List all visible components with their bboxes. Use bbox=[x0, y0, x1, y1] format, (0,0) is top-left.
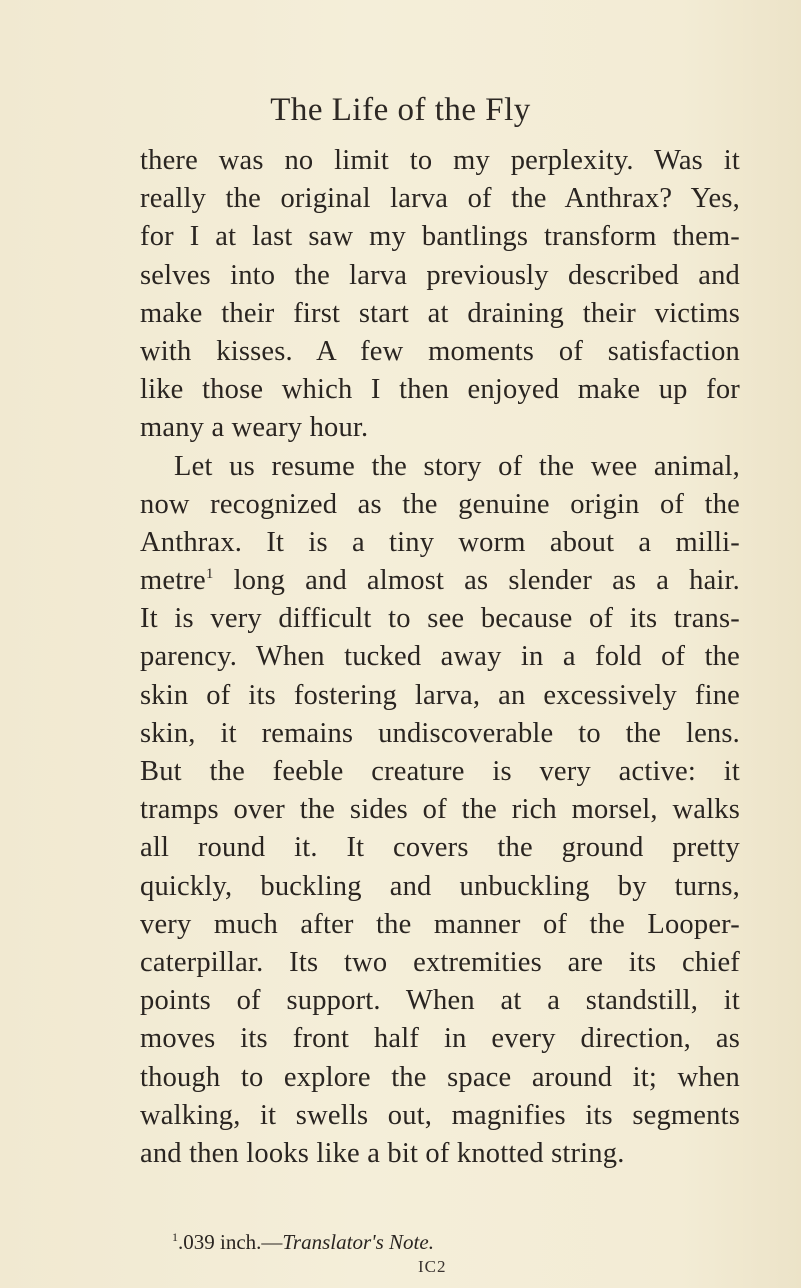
text-line: for I at last saw my bantlings transform them- bbox=[140, 221, 740, 253]
text-line: points of support. When at a standstill, it bbox=[140, 985, 740, 1017]
text-line: It is very difficult to see because of its trans- bbox=[140, 603, 740, 635]
text-line: quickly, buckling and unbuckling by turns, bbox=[140, 870, 740, 902]
footnote-value: .039 inch.— bbox=[178, 1230, 283, 1254]
body-text bbox=[140, 142, 740, 1173]
footnote bbox=[172, 1230, 434, 1254]
paragraph-start-line: Let us resume the story of the wee animal, bbox=[174, 450, 740, 482]
text-line: make their first start at draining their victims bbox=[140, 297, 740, 329]
text-line: walking, it swells out, magnifies its segments bbox=[140, 1099, 740, 1131]
text-line: Anthrax. It is a tiny worm about a milli- bbox=[140, 526, 740, 558]
text-line: very much after the manner of the Looper- bbox=[140, 908, 740, 940]
text-line: there was no limit to my perplexity. Was it bbox=[140, 145, 740, 176]
text-line: moves its front half in every direction, as bbox=[140, 1023, 740, 1055]
footnote-attribution: Translator's Note. bbox=[282, 1230, 434, 1254]
text-line: though to explore the space around it; when bbox=[140, 1061, 740, 1093]
text-line: caterpillar. Its two extremities are its chief bbox=[140, 946, 740, 978]
text-line: skin of its fostering larva, an excessively fine bbox=[140, 679, 740, 711]
text-line: with kisses. A few moments of satisfaction bbox=[140, 335, 740, 367]
text-line: parency. When tucked away in a fold of the bbox=[140, 641, 740, 673]
footnote-marker: 1 bbox=[172, 1230, 178, 1244]
text-line-with-footnote bbox=[140, 562, 740, 600]
text-line: skin, it remains undiscoverable to the lens. bbox=[140, 717, 740, 749]
text-line: many a weary hour. bbox=[140, 412, 369, 444]
footnote-reference: 1 bbox=[205, 566, 214, 583]
text-line: But the feeble creature is very active: it bbox=[140, 756, 740, 787]
line-remainder: long and almost as slender as a hair. bbox=[233, 565, 740, 597]
text-line: tramps over the sides of the rich morsel, walks bbox=[140, 794, 740, 826]
text-line: and then looks like a bit of knotted string. bbox=[140, 1137, 625, 1169]
text-line: all round it. It covers the ground pretty bbox=[140, 832, 740, 864]
text-line: really the original larva of the Anthrax? Yes, bbox=[140, 183, 740, 215]
signature-mark: IC2 bbox=[418, 1257, 447, 1276]
running-title: The Life of the Fly bbox=[270, 92, 531, 128]
text-line: now recognized as the genuine origin of the bbox=[140, 488, 740, 520]
text-line: like those which I then enjoyed make up for bbox=[140, 374, 740, 406]
text-line: selves into the larva previously described and bbox=[140, 259, 740, 291]
word-metre: metre bbox=[140, 565, 206, 597]
